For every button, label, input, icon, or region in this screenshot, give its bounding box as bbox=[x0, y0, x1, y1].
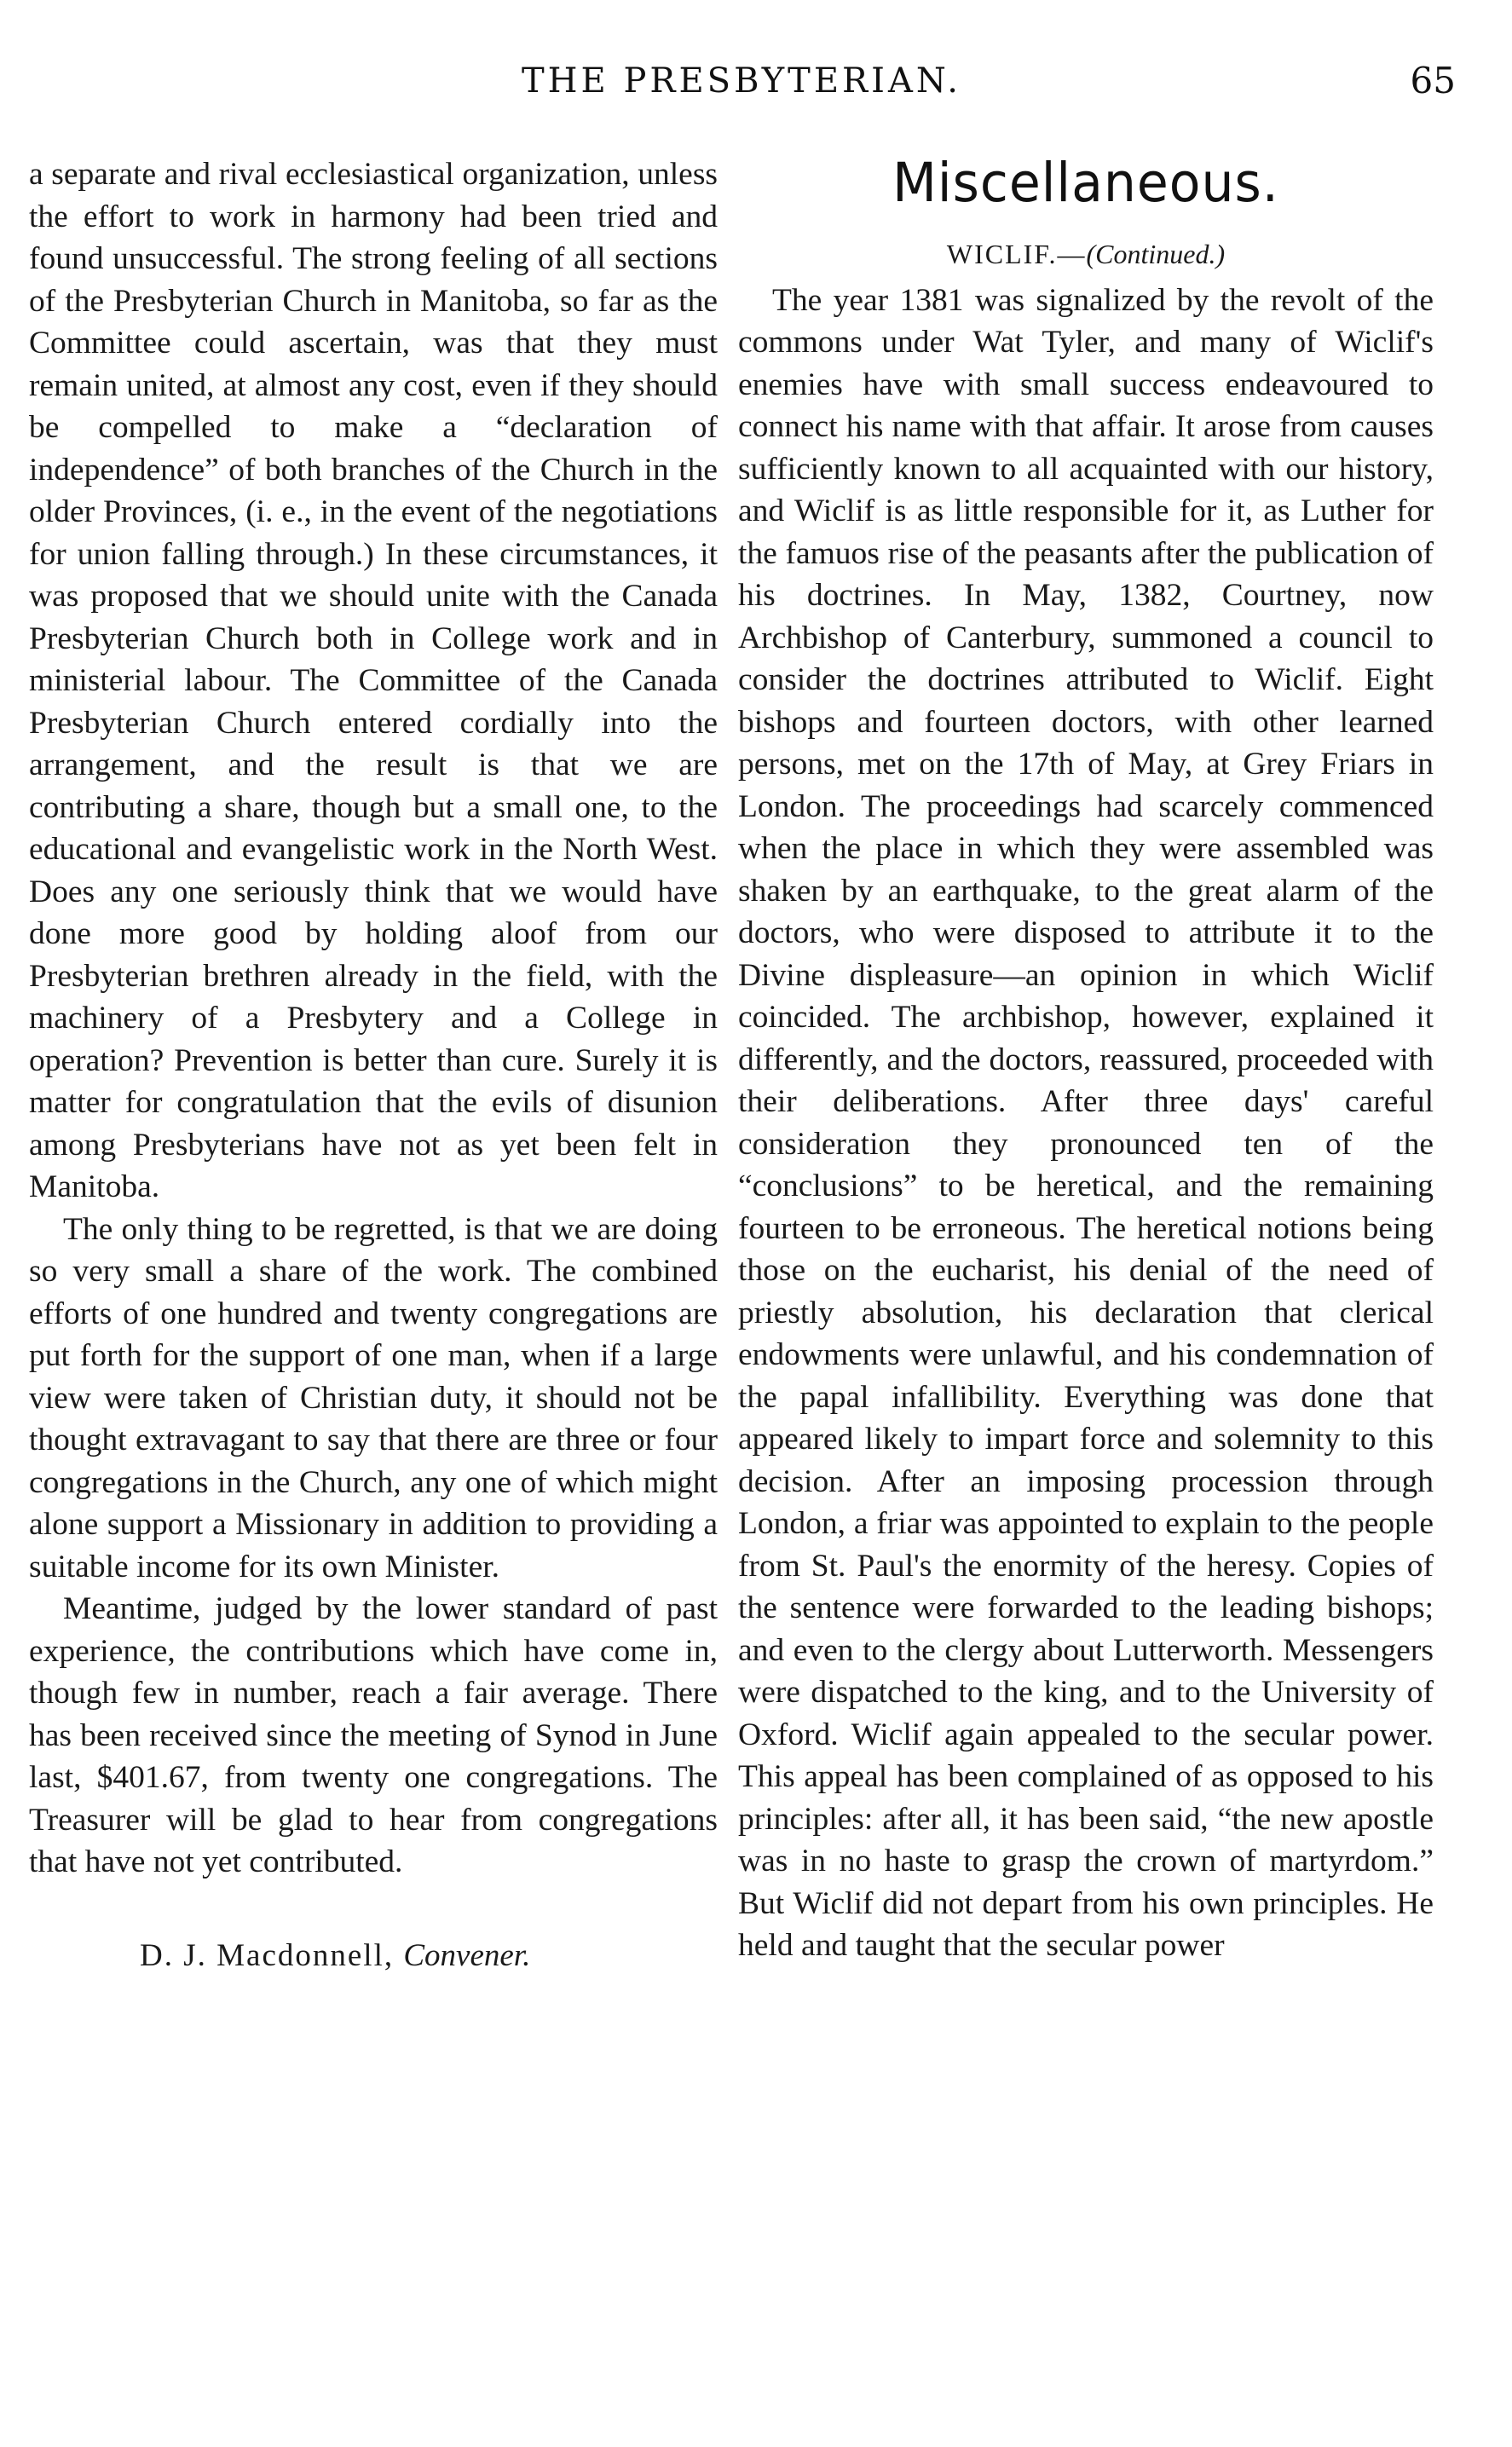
article-paragraph: The year 1381 was signalized by the revolt of the commons under Wat Tyler, and many of Wiclif's enemies have with small success endeavoured to connect his name with that affair. It arose from causes sufficiently known to all acquainted with our history, and Wiclif is as little responsible for it, as Luther for the famuos rise of the peasants after the publication of his doctrines. In May, 1382, Courtney, now Archbishop of Canterbury, summoned a council to consider the doctrines attributed to Wiclif. Eight bishops and fourteen doctors, with other learned persons, met on the 17th of May, at Grey Friars in London. The proceedings had scarcely commenced when the place in which they were assembled was shaken by an earthquake, to the great alarm of the doctors, who were disposed to attribute it to the Divine displeasure—an opinion in which Wiclif coincided. The archbishop, however, explained it differently, and the doctors, reassured, proceeded with their deliberations. After three days' careful consideration they pronounced ten of the “conclusions” to be heretical, and the remaining fourteen to be erroneous. The heretical notions being those on the eucharist, his denial of the need of priestly absolution, his declaration that clerical endowments were unlawful, and his condemnation of the papal infallibility. Everything was done that appeared likely to impart force and solemnity to this decision. After an imposing procession through London, a friar was appointed to explain to the people from St. Paul's the enormity of the heresy. Copies of the sentence were forwarded to the leading bishops; and even to the clergy about Lutterworth. Messengers were dispatched to the king, and to the University of Oxford. Wiclif again appealed to the secular power. This appeal has been complained of as opposed to his principles: after all, it has been said, “the new apostle was in no haste to grasp the crown of martyrdom.” But Wiclif did not depart from his own principles. He held and taught that the secular power bbox=[738, 282, 1434, 1963]
running-title: THE PRESBYTERIAN. bbox=[521, 61, 962, 101]
section-title: Miscellaneous. bbox=[892, 152, 1279, 215]
article-continued: (Continued.) bbox=[1086, 239, 1226, 269]
article-title: WICLIF.— bbox=[946, 239, 1087, 269]
signature bbox=[29, 1935, 718, 1977]
left-column bbox=[29, 153, 718, 1977]
right-column bbox=[738, 153, 1434, 1967]
left-paragraph-3: Meantime, judged by the lower standard of past experience, the contributions which have come in, though few in number, reach a fair average. There has been received since the meeting of Synod in June last, $401.67, from twenty one congregations. The Treasurer will be glad to hear from congregations that have not yet contributed. bbox=[29, 1591, 718, 1879]
signature-name: D. J. Macdonnell, bbox=[140, 1937, 395, 1973]
page-number: 65 bbox=[1410, 60, 1456, 101]
article-heading bbox=[738, 234, 1434, 276]
left-paragraph-2: The only thing to be regretted, is that we are doing so very small a share of the work. The combined efforts of one hundred and twenty congregations are put forth for the support of one man, when if a large view were taken of Christian duty, it should not be thought extravagant to say that there are three or four congregations in the Church, any one of which might alone support a Missionary in addition to providing a suitable income for its own Minister. bbox=[29, 1211, 718, 1584]
left-paragraph-1: a separate and rival ecclesiastical organization, unless the effort to work in harmony had been tried and found unsuccessful. The strong feeling of all sections of the Presbyterian Church in Manitoba, so far as the Committee could ascertain, was that they must remain united, at almost any cost, even if they should be compelled to make a “declaration of independence” of both branches of the Church in the older Provinces, (i. e., in the event of the negotiations for union falling through.) In these circumstances, it was proposed that we should unite with the Canada Presbyterian Church both in College work and in ministerial labour. The Committee of the Canada Presbyterian Church entered cordially into the arrangement, and the result is that we are contributing a share, though but a small one, to the educational and evangelistic work in the North West. Does any one seriously think that we would have done more good by holding aloof from our Presbyterian brethren already in the field, with the machinery of a Presbytery and a College in operation? Prevention is better than cure. Surely it is matter for congratulation that the evils of disunion among Presbyterians have not as yet been felt in Manitoba. bbox=[29, 157, 718, 1204]
signature-role: Convener. bbox=[403, 1937, 531, 1973]
column-rule bbox=[729, 222, 730, 2421]
